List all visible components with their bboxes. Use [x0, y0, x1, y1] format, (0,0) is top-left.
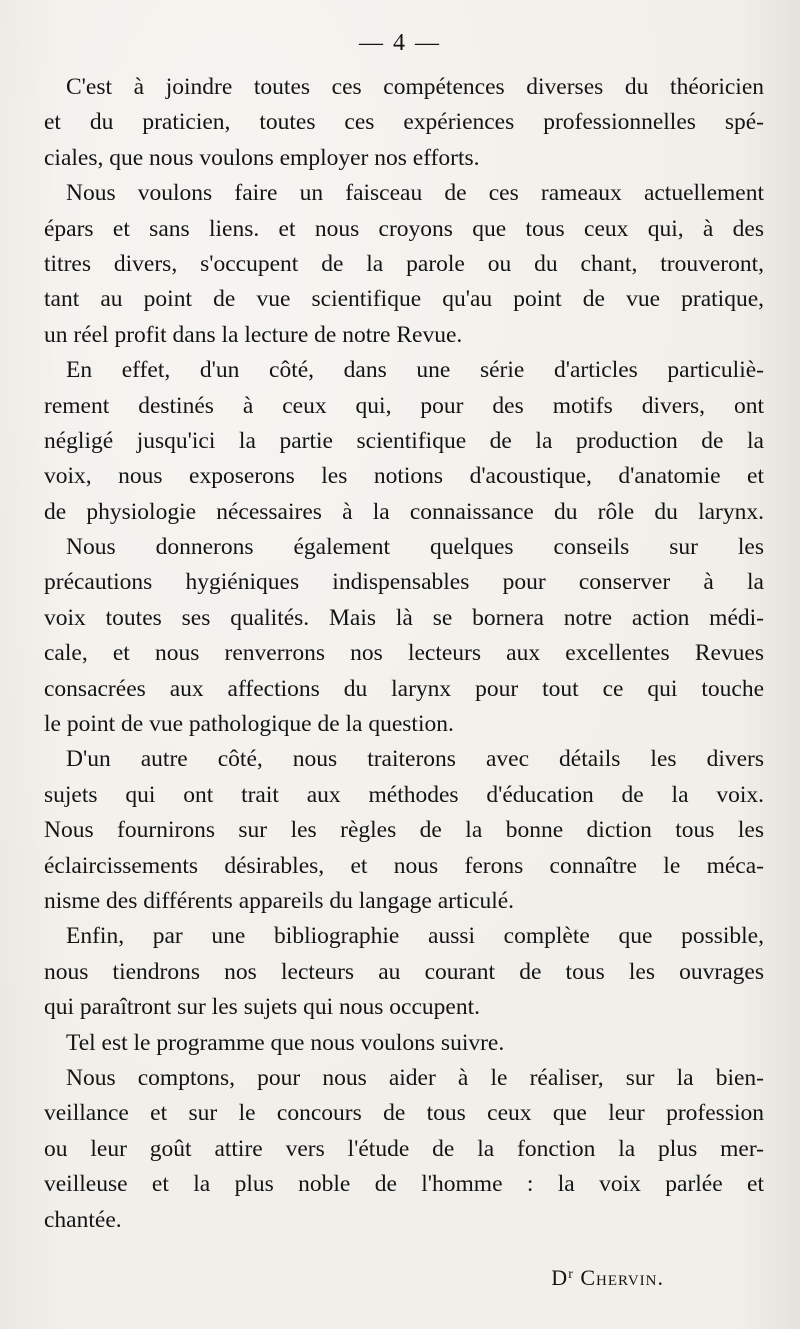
text-line: le point de vue pathologique de la question.	[44, 711, 454, 738]
text-line: C'est à joindre toutes ces compétences diverses du théoricien	[66, 74, 764, 100]
text-line: chantée.	[44, 1206, 122, 1233]
signature-title-sup: r	[568, 1267, 574, 1282]
text-line: Nous voulons faire un faisceau de ces rameaux actuellement	[66, 180, 764, 207]
text-line: D'un autre côté, nous traiterons avec détails les divers	[66, 746, 764, 773]
text-line: nous tiendrons nos lecteurs au courant de tous les ouvrages	[44, 958, 764, 985]
text-line: Enfin, par une bibliographie aussi complète que possible,	[66, 923, 764, 950]
text-line: qui paraîtront sur les sujets qui nous occupent.	[44, 994, 480, 1021]
signature-title: D	[551, 1265, 569, 1290]
signature	[551, 1265, 664, 1291]
text-line: et du praticien, toutes ces expériences professionnelles spé-	[44, 109, 764, 136]
text-line: consacrées aux affections du larynx pour tout ce qui touche	[44, 675, 764, 702]
body-text	[44, 70, 764, 1238]
text-line: Nous donnerons également quelques conseils sur les	[66, 534, 764, 561]
text-line: sujets qui ont trait aux méthodes d'éducation de la voix.	[44, 781, 764, 808]
text-line: veillance et sur le concours de tous ceux que leur profession	[44, 1100, 764, 1127]
page-number: — 4 —	[359, 30, 441, 56]
text-line: rement destinés à ceux qui, pour des motifs divers, ont	[44, 392, 764, 419]
text-line: éclaircissements désirables, et nous ferons connaître le méca-	[44, 852, 764, 879]
text-line: épars et sans liens. et nous croyons que tous ceux qui, à des	[44, 215, 764, 242]
text-line: Nous comptons, pour nous aider à le réaliser, sur la bien-	[66, 1064, 764, 1091]
text-line: un réel profit dans la lecture de notre Revue.	[44, 321, 463, 348]
text-line: précautions hygiéniques indispensables pour conserver à la	[44, 569, 764, 596]
text-line: ou leur goût attire vers l'étude de la fonction la plus mer-	[44, 1135, 764, 1162]
text-line: ciales, que nous voulons employer nos efforts.	[44, 144, 480, 171]
text-line: nisme des différents appareils du langage articulé.	[44, 887, 515, 914]
text-line: Nous fournirons sur les règles de la bonne diction tous les	[44, 817, 764, 844]
text-line: cale, et nous renverrons nos lecteurs aux excellentes Revues	[44, 640, 764, 667]
text-line: En effet, d'un côté, dans une série d'articles particuliè-	[66, 357, 764, 384]
text-line: titres divers, s'occupent de la parole ou du chant, trouveront,	[44, 250, 764, 277]
text-line: de physiologie nécessaires à la connaissance du rôle du larynx.	[44, 498, 764, 525]
signature-name: Chervin.	[580, 1265, 664, 1290]
text-line: veilleuse et la plus noble de l'homme : la voix parlée et	[44, 1171, 764, 1198]
text-line: tant au point de vue scientifique qu'au point de vue pratique,	[44, 286, 764, 313]
text-line: voix toutes ses qualités. Mais là se bornera notre action médi-	[44, 604, 764, 631]
text-line: voix, nous exposerons les notions d'acoustique, d'anatomie et	[44, 463, 764, 490]
text-line: Tel est le programme que nous voulons suivre.	[66, 1029, 505, 1056]
text-line: négligé jusqu'ici la partie scientifique de la production de la	[44, 427, 764, 454]
